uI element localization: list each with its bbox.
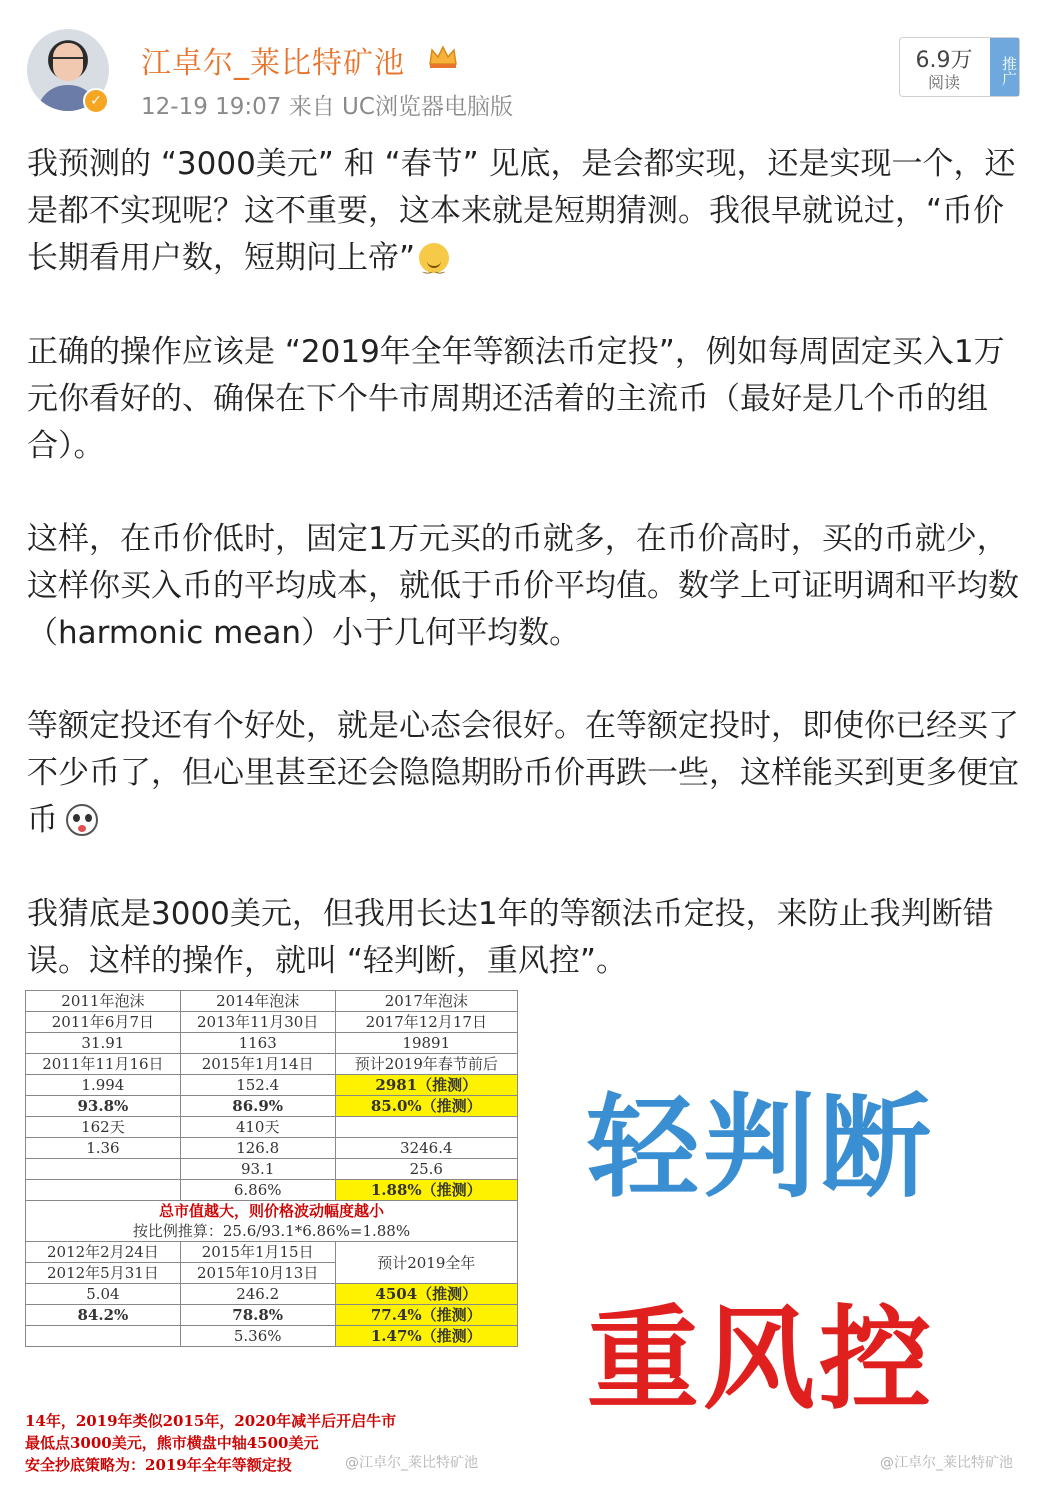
table-cell: 2011年6月7日 <box>26 1012 181 1033</box>
table-cell: 2012年2月24日 <box>26 1242 181 1263</box>
table-cell: 93.8% <box>26 1096 181 1117</box>
table-cell: 2015年1月14日 <box>180 1054 335 1075</box>
smile-emoji-icon <box>419 243 449 273</box>
table-cell: 1.994 <box>26 1075 181 1096</box>
watermark: @江卓尔_莱比特矿池 <box>880 1455 1013 1471</box>
panda-emoji-icon <box>66 804 98 836</box>
promote-button[interactable]: 推广 <box>990 38 1019 96</box>
table-cell <box>26 1180 181 1201</box>
table-header: 2017年泡沫 <box>335 991 517 1012</box>
post-meta: 12-19 19:07 来自 UC浏览器电脑版 <box>141 94 513 120</box>
table-cell: 2015年1月15日 <box>180 1242 335 1263</box>
read-count-box[interactable] <box>899 37 1020 97</box>
table-cell: 126.8 <box>180 1138 335 1159</box>
read-count: 6.9万 <box>915 48 973 73</box>
table-cell: 86.9% <box>180 1096 335 1117</box>
table-cell-highlight: 1.88%（推测） <box>335 1180 517 1201</box>
user-name[interactable]: 江卓尔_莱比特矿池 <box>141 46 405 81</box>
table-cell: 246.2 <box>180 1284 335 1305</box>
table-note <box>26 1201 518 1242</box>
table-header: 2011年泡沫 <box>26 991 181 1012</box>
table-cell: 预计2019全年 <box>335 1242 517 1284</box>
table-cell: 19891 <box>335 1033 517 1054</box>
slogan-light-judgment: 轻判断 <box>587 1083 935 1213</box>
post-paragraph-5: 我猜底是3000美元，但我用长达1年的等额法币定投，来防止我判断错误。这样的操作，就叫 “轻判断，重风控”。 <box>27 896 994 979</box>
table-cell-highlight: 4504（推测） <box>335 1284 517 1305</box>
table-cell: 5.36% <box>180 1326 335 1347</box>
crown-icon[interactable] <box>428 44 458 70</box>
table-cell: 78.8% <box>180 1305 335 1326</box>
post-paragraph-3: 这样，在币价低时，固定1万元买的币就多，在币价高时，买的币就少，这样你买入币的平均成本，就低于币价平均值。数学上可证明调和平均数（harmonic mean）小于几何平均数。 <box>27 521 1019 651</box>
embedded-image[interactable] <box>25 990 1021 1480</box>
post-paragraph-4: 等额定投还有个好处，就是心态会很好。在等额定投时，即使你已经买了不少币了，但心里甚至还会隐隐期盼币价再跌一些，这样能买到更多便宜币 <box>27 708 1019 838</box>
table-cell-highlight: 2981（推测） <box>335 1075 517 1096</box>
table-cell: 25.6 <box>335 1159 517 1180</box>
table-cell: 2017年12月17日 <box>335 1012 517 1033</box>
post-paragraph-2: 正确的操作应该是 “2019年全年等额法币定投”，例如每周固定买入1万元你看好的、确保在下个牛市周期还活着的主流币（最好是几个币的组合）。 <box>27 334 1005 464</box>
table-cell <box>335 1117 517 1138</box>
table-cell: 31.91 <box>26 1033 181 1054</box>
table-cell: 84.2% <box>26 1305 181 1326</box>
verified-badge-icon: ✓ <box>83 88 109 114</box>
table-cell: 5.04 <box>26 1284 181 1305</box>
table-cell: 410天 <box>180 1117 335 1138</box>
note-black-text: 按比例推算：25.6/93.1*6.86%=1.88% <box>132 1222 411 1240</box>
table-cell <box>26 1159 181 1180</box>
table-cell-highlight: 77.4%（推测） <box>335 1305 517 1326</box>
post-header <box>0 0 1046 125</box>
table-cell: 152.4 <box>180 1075 335 1096</box>
post-paragraph-1: 我预测的 “3000美元” 和 “春节” 见底，是会都实现，还是实现一个，还是都不实现呢？这不重要，这本来就是短期猜测。我很早就说过，“币价长期看用户数，短期问上帝”‿ ‿ <box>27 141 1022 282</box>
table-cell: 2012年5月31日 <box>26 1263 181 1284</box>
table-cell-highlight: 85.0%（推测） <box>335 1096 517 1117</box>
table-cell-highlight: 1.47%（推测） <box>335 1326 517 1347</box>
slogan-heavy-risk-control: 重风控 <box>587 1295 935 1425</box>
table-cell: 3246.4 <box>335 1138 517 1159</box>
table-header: 2014年泡沫 <box>180 991 335 1012</box>
table-cell: 2011年11月16日 <box>26 1054 181 1075</box>
read-label: 阅读 <box>927 73 960 92</box>
table-cell: 预计2019年春节前后 <box>335 1054 517 1075</box>
table-cell: 1163 <box>180 1033 335 1054</box>
table-cell: 2013年11月30日 <box>180 1012 335 1033</box>
table-cell: 2015年10月13日 <box>180 1263 335 1284</box>
watermark: @江卓尔_莱比特矿池 <box>345 1455 478 1471</box>
table-cell <box>26 1326 181 1347</box>
table-cell: 162天 <box>26 1117 181 1138</box>
table-cell: 1.36 <box>26 1138 181 1159</box>
table-cell: 93.1 <box>180 1159 335 1180</box>
table-cell: 6.86% <box>180 1180 335 1201</box>
note-red-text: 总市值越大，则价格波动幅度越小 <box>158 1202 384 1220</box>
bubble-data-table <box>25 990 518 1347</box>
bottom-note: 14年，2019年类似2015年，2020年减半后开启牛市 最低点3000美元，熊市横盘中轴4500美元 安全抄底策略为：2019年全年等额定投 <box>25 1412 397 1474</box>
